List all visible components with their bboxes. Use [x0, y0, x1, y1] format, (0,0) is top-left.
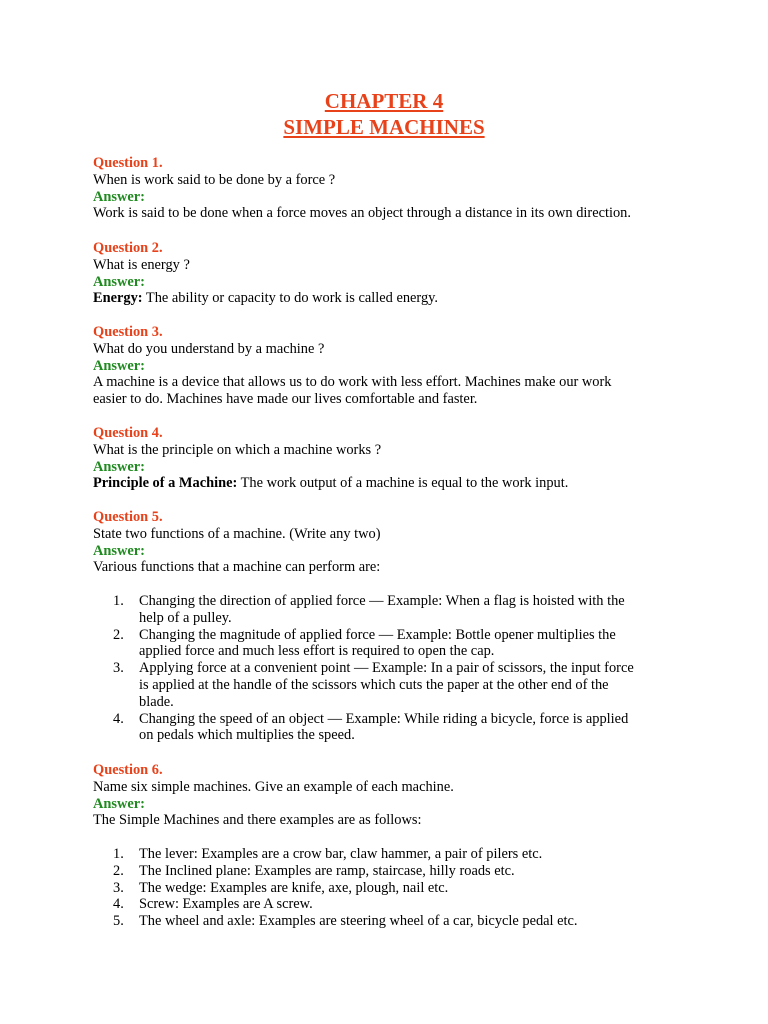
question-5-text: State two functions of a machine. (Write any two) [93, 525, 381, 542]
list-item-number: 5. [113, 913, 124, 930]
list-item-line: The wedge: Examples are knife, axe, plough, nail etc. [139, 879, 449, 896]
answer-5-label: Answer: [93, 542, 145, 559]
list-item [93, 846, 699, 863]
list-item-number: 1. [113, 846, 124, 862]
question-3-block [93, 324, 693, 408]
answer-4-text [93, 475, 693, 492]
list-item-line: on pedals which multiplies the speed. [139, 727, 355, 744]
answer-1-text: Work is said to be done when a force moves an object through a distance in its own direction. [93, 205, 631, 222]
question-1-block [93, 155, 693, 222]
chapter-subtitle: SIMPLE MACHINES [283, 115, 485, 139]
list-item-line: applied force and much less effort is required to open the cap. [139, 643, 495, 660]
answer-4-label: Answer: [93, 458, 145, 475]
answer-1-label: Answer: [93, 188, 145, 205]
list-item [93, 863, 699, 880]
list-item [93, 913, 699, 930]
list-item-line: Changing the magnitude of applied force — Example: Bottle opener multiplies the [139, 626, 616, 643]
question-2-text: What is energy ? [93, 256, 190, 273]
list-item-number: 3. [113, 879, 124, 896]
machine-functions-list [93, 593, 699, 744]
list-item-line: The lever: Examples are a crow bar, claw hammer, a pair of pilers etc. [139, 846, 543, 862]
question-2-label: Question 2. [93, 240, 163, 256]
list-item-number: 2. [113, 862, 124, 879]
list-item-number: 4. [113, 710, 124, 727]
list-item-number: 2. [113, 626, 124, 643]
question-2-block [93, 240, 693, 307]
list-item-number: 1. [113, 593, 124, 609]
answer-2-text [93, 290, 693, 307]
list-item-line: help of a pulley. [139, 609, 232, 626]
list-item-line: Changing the speed of an object — Example: While riding a bicycle, force is applied [139, 710, 629, 727]
question-6-label: Question 6. [93, 762, 163, 778]
list-item-number: 4. [113, 896, 124, 913]
answer-5-intro: Various functions that a machine can perform are: [93, 559, 381, 576]
chapter-title: CHAPTER 4 [324, 89, 444, 113]
question-6-text: Name six simple machines. Give an example of each machine. [93, 778, 454, 795]
list-item [93, 593, 699, 627]
question-4-label: Question 4. [93, 425, 163, 441]
list-item-line: The wheel and axle: Examples are steering wheel of a car, bicycle pedal etc. [139, 913, 578, 930]
answer-6-label: Answer: [93, 795, 145, 812]
simple-machines-list [93, 846, 699, 930]
list-item-number: 3. [113, 660, 124, 677]
question-4-text: What is the principle on which a machine works ? [93, 441, 382, 458]
list-item-line: is applied at the handle of the scissors which cuts the paper at the other end of the [139, 676, 609, 693]
question-4-block [93, 425, 693, 492]
list-item-line: Changing the direction of applied force — Example: When a flag is hoisted with the [139, 593, 625, 609]
list-item [93, 660, 699, 710]
question-3-text: What do you understand by a machine ? [93, 340, 325, 357]
list-item [93, 627, 699, 661]
answer-3-text-line-2: easier to do. Machines have made our lives comfortable and faster. [93, 391, 478, 408]
question-5-block [93, 509, 693, 576]
answer-4-definition: The work output of a machine is equal to the work input. [237, 475, 569, 492]
list-item-line: blade. [139, 693, 174, 710]
answer-6-intro: The Simple Machines and there examples are as follows: [93, 812, 422, 829]
answer-4-term: Principle of a Machine: [93, 475, 238, 492]
question-1-text: When is work said to be done by a force ? [93, 171, 336, 188]
answer-3-text-line-1: A machine is a device that allows us to do work with less effort. Machines make our work [93, 374, 612, 391]
question-6-block [93, 762, 693, 829]
list-item-line: The Inclined plane: Examples are ramp, staircase, hilly roads etc. [139, 862, 515, 879]
list-item [93, 880, 699, 897]
answer-2-definition: The ability or capacity to do work is called energy. [142, 290, 439, 307]
answer-2-term: Energy: [93, 290, 143, 307]
question-5-label: Question 5. [93, 509, 163, 525]
list-item [93, 896, 699, 913]
list-item-line: Screw: Examples are A screw. [139, 896, 313, 913]
question-1-label: Question 1. [93, 155, 163, 171]
list-item-line: Applying force at a convenient point — Example: In a pair of scissors, the input force [139, 660, 634, 677]
question-3-label: Question 3. [93, 324, 163, 340]
answer-3-label: Answer: [93, 357, 145, 374]
list-item [93, 711, 699, 745]
answer-2-label: Answer: [93, 273, 145, 290]
